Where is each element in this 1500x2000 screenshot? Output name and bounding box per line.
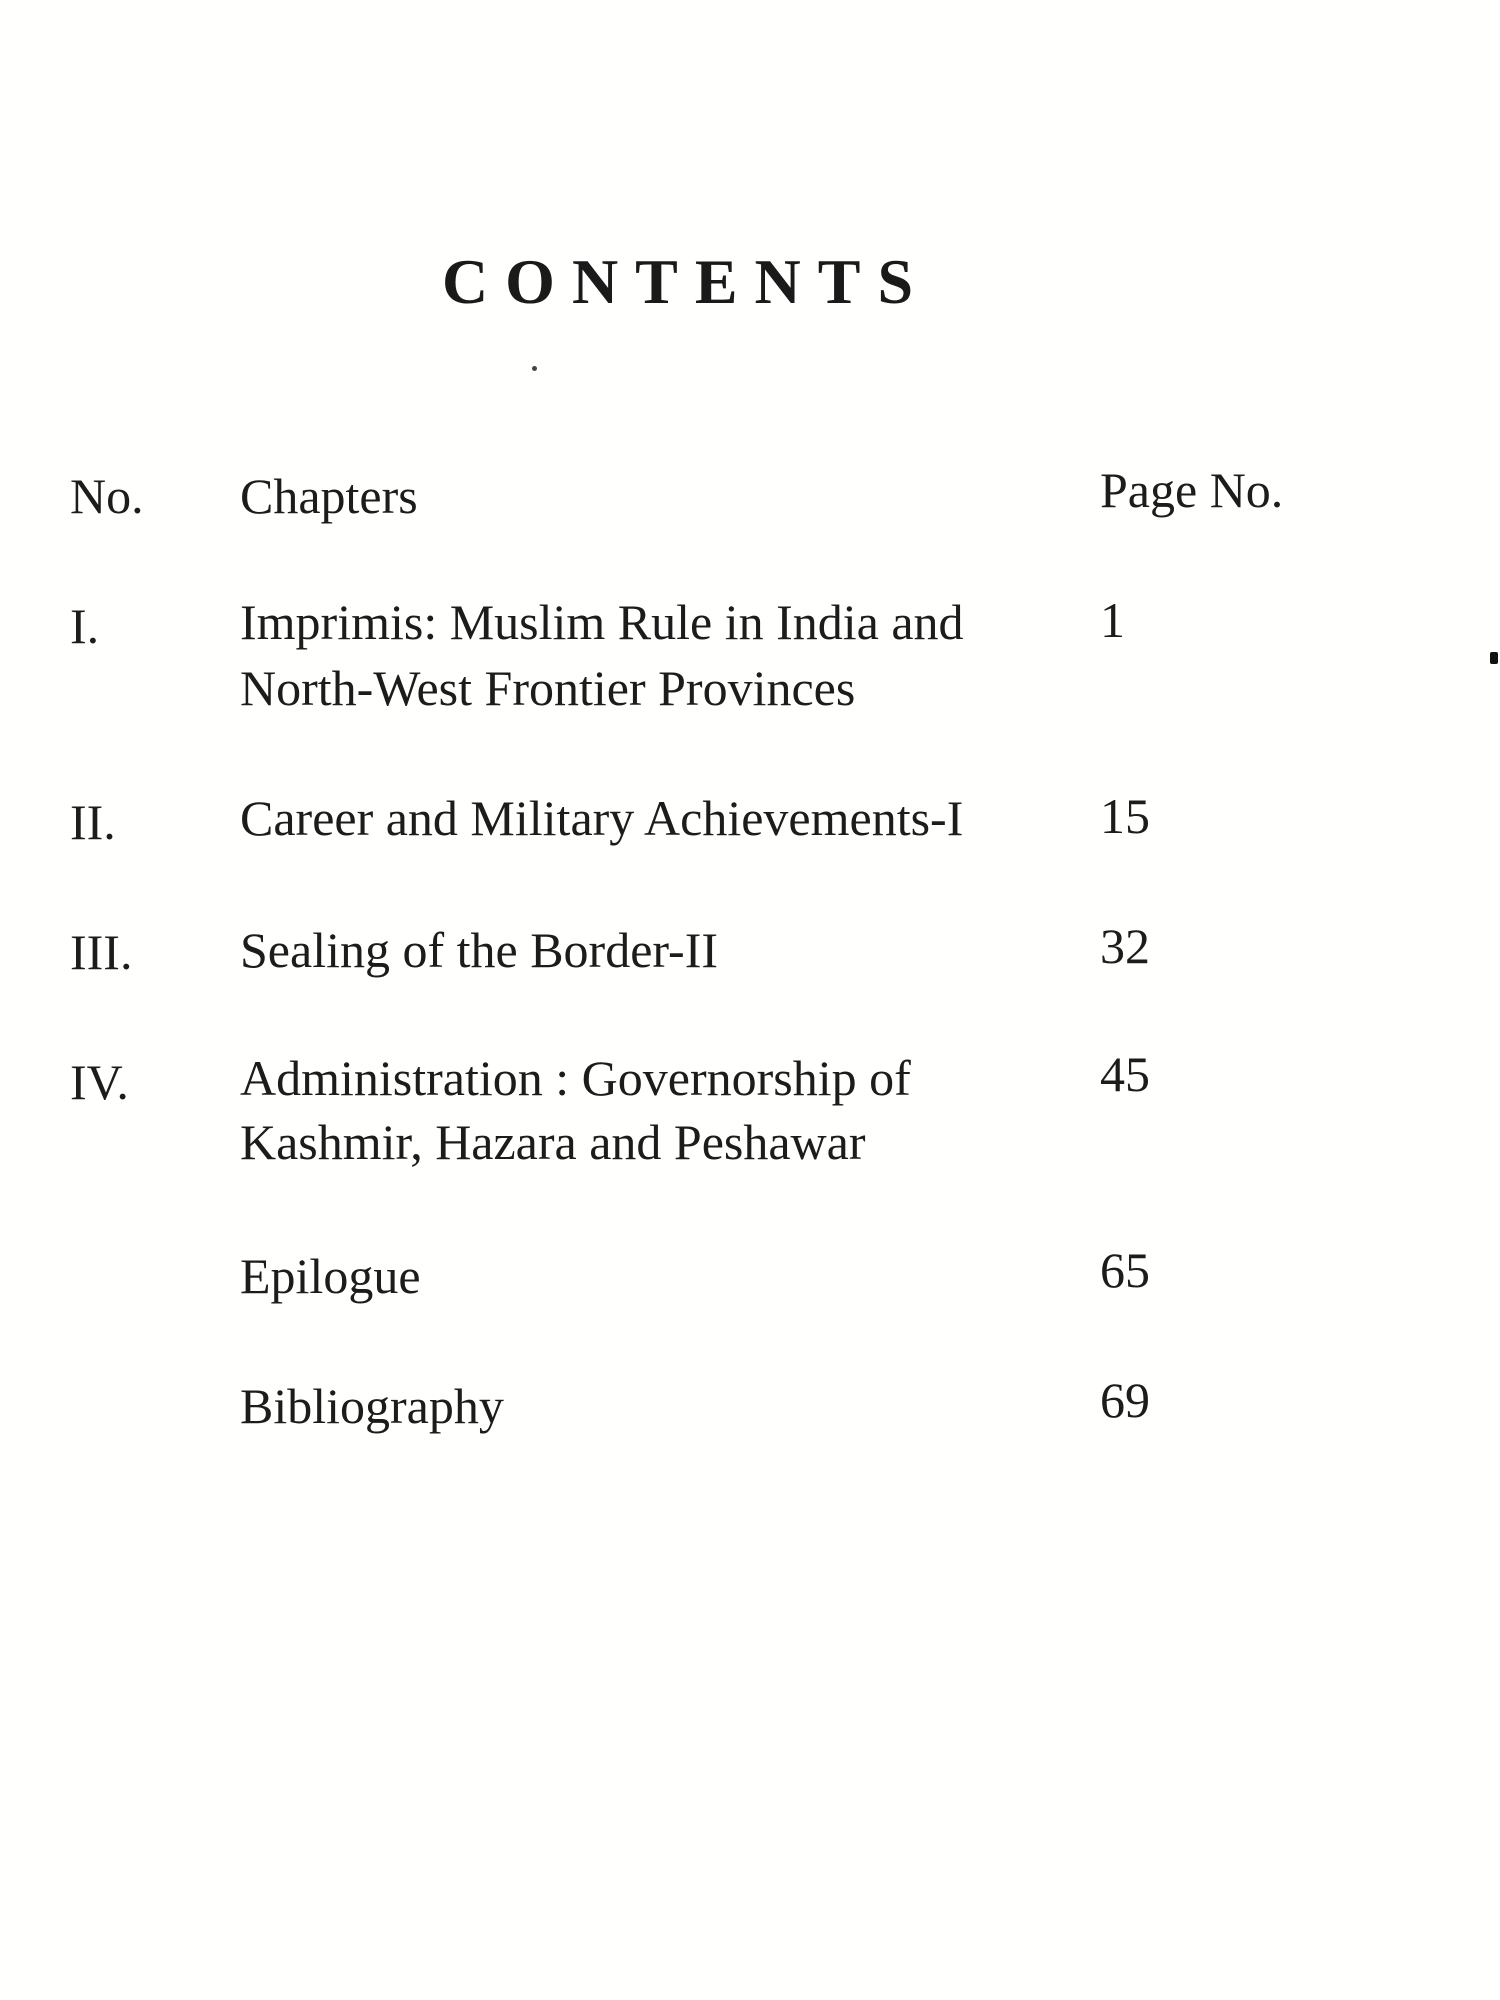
toc-row-page: 65 <box>1100 1242 1150 1298</box>
toc-row-title-line: Epilogue <box>240 1248 421 1304</box>
toc-row-number: III. <box>70 924 133 980</box>
toc-row-number: I. <box>70 598 100 654</box>
toc-row-page: 69 <box>1100 1372 1150 1428</box>
toc-row-title-line: Bibliography <box>240 1378 504 1434</box>
column-header-number: No. <box>70 468 144 524</box>
column-header-page: Page No. <box>1100 462 1284 518</box>
toc-row-title-line: North-West Frontier Provinces <box>240 660 856 716</box>
toc-row-page: 1 <box>1100 592 1125 648</box>
toc-row-title-line: Career and Military Achievements-I <box>240 790 964 846</box>
column-header-chapters: Chapters <box>240 468 418 524</box>
toc-row-number: IV. <box>70 1054 129 1110</box>
toc-row-page: 32 <box>1100 918 1150 974</box>
toc-row-title-line: Administration : Governorship of <box>240 1050 911 1106</box>
page-title: CONTENTS <box>441 246 931 317</box>
print-speck <box>532 366 537 371</box>
toc-row-title-line: Kashmir, Hazara and Peshawar <box>240 1114 866 1170</box>
toc-row-title-line: Imprimis: Muslim Rule in India and <box>240 594 964 650</box>
scan-edge-mark <box>1490 652 1498 664</box>
toc-row-title-line: Sealing of the Border-II <box>240 922 719 978</box>
toc-row-page: 45 <box>1100 1046 1150 1102</box>
toc-row-number: II. <box>70 794 116 850</box>
toc-row-page: 15 <box>1100 788 1150 844</box>
